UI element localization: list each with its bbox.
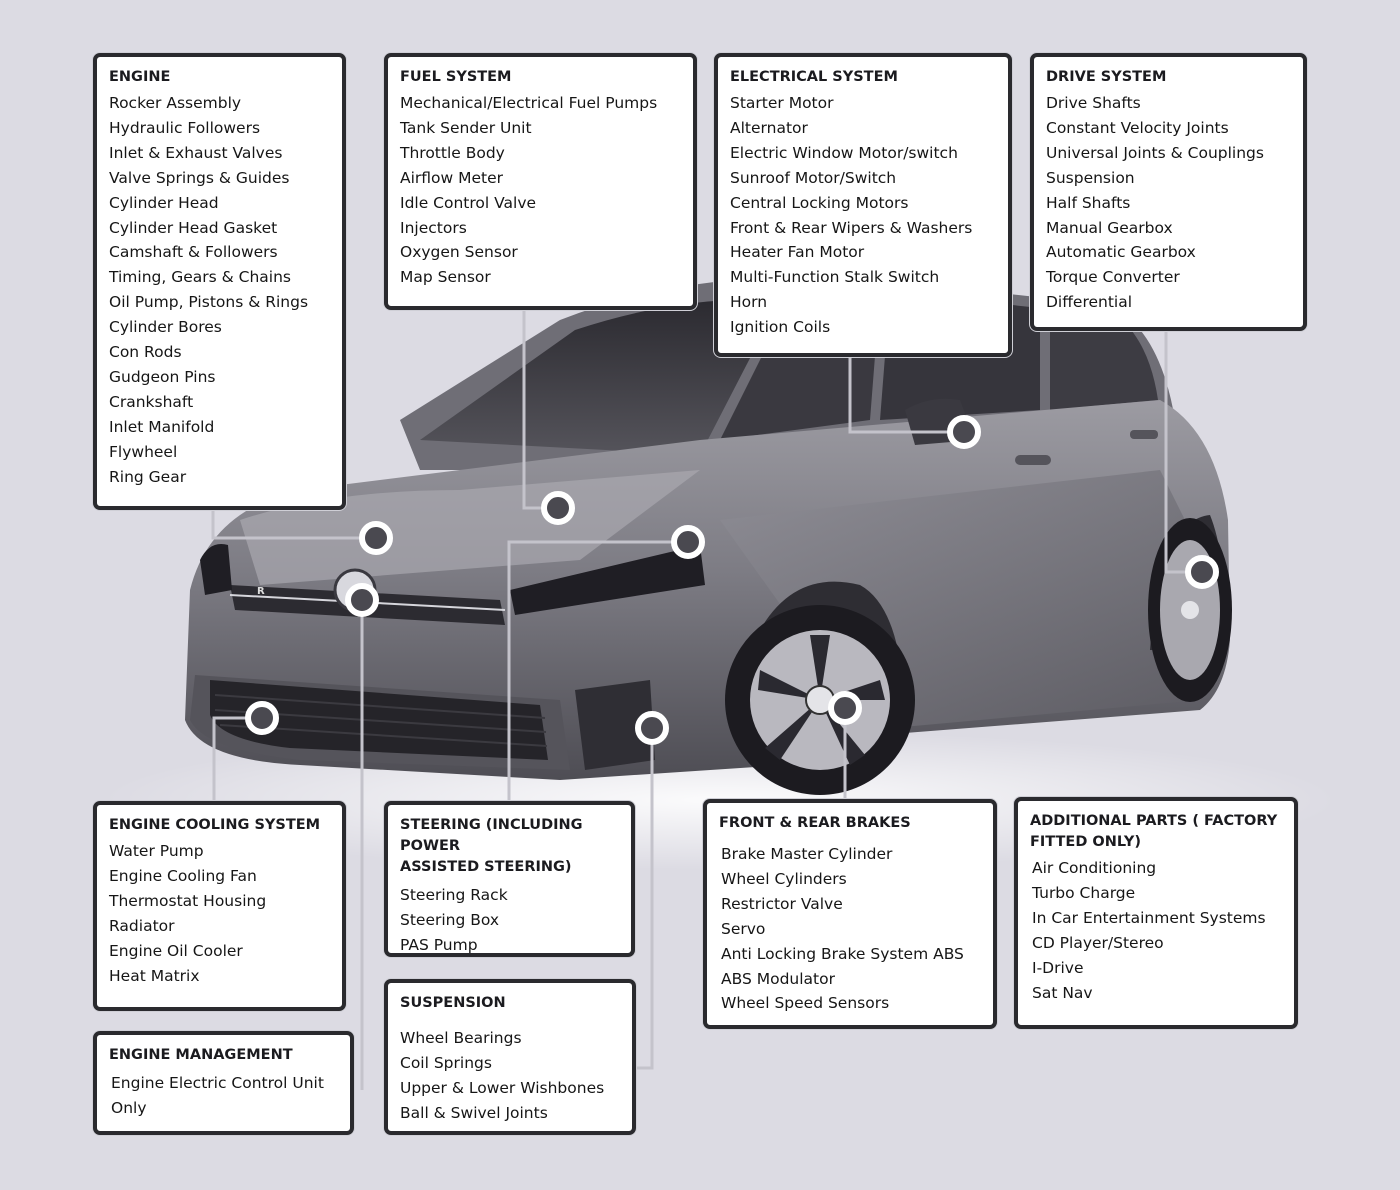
list-item: Flywheel [109, 442, 178, 461]
engine-management-list [109, 1071, 350, 1121]
list-item: In Car Entertainment Systems [1032, 908, 1266, 927]
fuel-system-title: FUEL SYSTEM [400, 69, 512, 85]
headlight-left [200, 544, 232, 595]
additional-parts-list [1030, 856, 1294, 1005]
list-item: Gudgeon Pins [109, 367, 216, 386]
steering-title-line1: STEERING (INCLUDING POWER [400, 817, 583, 854]
engine-management-box [93, 1031, 354, 1135]
list-item: Timing, Gears & Chains [109, 268, 292, 287]
engine-cooling-title: ENGINE COOLING SYSTEM [109, 817, 321, 833]
list-item: Thermostat Housing [109, 891, 267, 910]
additional-parts-title [1030, 811, 1294, 853]
list-item: CD Player/Stereo [1032, 933, 1164, 952]
list-item: Suspension [1046, 168, 1135, 187]
door-handle-rear [1130, 430, 1158, 439]
suspension-box [384, 979, 636, 1135]
list-item: PAS Pump [400, 935, 478, 954]
list-item: Ignition Coils [730, 318, 831, 337]
list-item: Steering Box [400, 910, 500, 929]
additional-parts-title-line1: ADDITIONAL PARTS ( FACTORY [1030, 813, 1278, 829]
list-item: Servo [721, 919, 766, 938]
list-item: Engine Electric Control Unit [111, 1074, 324, 1092]
list-item: Heater Fan Motor [730, 243, 865, 262]
list-item: Upper & Lower Wishbones [400, 1078, 605, 1097]
list-item: Half Shafts [1046, 193, 1131, 212]
electrical-system-title: ELECTRICAL SYSTEM [730, 69, 898, 85]
list-item: Mechanical/Electrical Fuel Pumps [400, 94, 658, 112]
list-item: Coil Springs [400, 1053, 492, 1072]
electrical-system-list [730, 91, 1008, 340]
steering-title-line2: ASSISTED STEERING) [400, 859, 572, 875]
list-item: Brake Master Cylinder [721, 845, 893, 863]
list-item: Universal Joints & Couplings [1046, 143, 1264, 162]
suspension-list [400, 1026, 632, 1126]
list-item: Injectors [400, 218, 467, 237]
fuel-system-box [384, 53, 697, 310]
list-item: Ring Gear [109, 467, 187, 486]
list-item: Camshaft & Followers [109, 243, 278, 262]
list-item: Inlet Manifold [109, 417, 215, 436]
engine-box [93, 53, 346, 510]
brakes-box [703, 799, 997, 1029]
badge-letter: R [257, 586, 265, 597]
steering-title [400, 815, 631, 878]
list-item: Wheel Bearings [400, 1029, 522, 1047]
engine-list [109, 91, 342, 490]
fuel-system-list [400, 91, 693, 290]
list-item: Horn [730, 293, 768, 312]
list-item: Hydraulic Followers [109, 118, 261, 137]
rear-wheel-hub [1181, 601, 1199, 619]
list-item: Oil Pump, Pistons & Rings [109, 293, 309, 312]
list-item: Cylinder Head Gasket [109, 218, 278, 237]
list-item: Oxygen Sensor [400, 243, 518, 262]
engine-title: ENGINE [109, 69, 171, 85]
list-item: Map Sensor [400, 268, 491, 287]
list-item: Central Locking Motors [730, 193, 909, 212]
engine-cooling-list [109, 839, 342, 988]
list-item: Idle Control Valve [400, 193, 537, 212]
engine-management-title: ENGINE MANAGEMENT [109, 1047, 293, 1063]
list-item: Restrictor Valve [721, 894, 843, 913]
list-item: Throttle Body [400, 143, 505, 162]
drive-system-title: DRIVE SYSTEM [1046, 69, 1167, 85]
list-item: Airflow Meter [400, 168, 504, 187]
list-item: Air Conditioning [1032, 859, 1157, 877]
additional-parts-box [1014, 797, 1298, 1029]
list-item: Water Pump [109, 842, 204, 860]
list-item: Differential [1046, 293, 1133, 312]
list-item: Rocker Assembly [109, 94, 242, 112]
list-item: Wheel Speed Sensors [721, 994, 890, 1013]
list-item: Steering Rack [400, 886, 508, 904]
list-item: Starter Motor [730, 94, 834, 112]
brakes-title: FRONT & REAR BRAKES [719, 815, 911, 831]
list-item: Tank Sender Unit [400, 118, 532, 137]
drive-system-list [1046, 91, 1303, 315]
list-item: Only [111, 1098, 147, 1117]
suspension-title: SUSPENSION [400, 995, 506, 1011]
list-item: Multi-Function Stalk Switch [730, 268, 940, 287]
list-item: I-Drive [1032, 958, 1084, 977]
list-item: Alternator [730, 118, 808, 137]
steering-list [400, 883, 631, 958]
list-item: Inlet & Exhaust Valves [109, 143, 283, 162]
list-item: Cylinder Bores [109, 318, 222, 337]
list-item: Electric Window Motor/switch [730, 143, 958, 162]
list-item: Radiator [109, 916, 175, 935]
list-item: Sunroof Motor/Switch [730, 168, 897, 187]
list-item: Engine Oil Cooler [109, 941, 243, 960]
list-item: Sat Nav [1032, 983, 1093, 1002]
additional-parts-title-line2: FITTED ONLY) [1030, 834, 1141, 850]
list-item: Heat Matrix [109, 966, 200, 985]
list-item: Con Rods [109, 343, 182, 362]
list-item: Cylinder Head [109, 193, 219, 212]
list-item: Drive Shafts [1046, 94, 1141, 112]
engine-cooling-box [93, 801, 346, 1011]
list-item: Wheel Cylinders [721, 869, 847, 888]
list-item: Crankshaft [109, 392, 194, 411]
list-item: Turbo Charge [1032, 883, 1136, 902]
door-handle-front [1015, 455, 1051, 465]
list-item: Constant Velocity Joints [1046, 118, 1229, 137]
list-item: Engine Cooling Fan [109, 866, 257, 885]
list-item: Front & Rear Wipers & Washers [730, 218, 973, 237]
list-item: Manual Gearbox [1046, 218, 1173, 237]
brakes-list [719, 842, 993, 1016]
electrical-system-box [714, 53, 1012, 357]
list-item: Torque Converter [1046, 268, 1180, 287]
list-item: Ball & Swivel Joints [400, 1103, 548, 1122]
drive-system-box [1030, 53, 1307, 331]
list-item: Valve Springs & Guides [109, 168, 290, 187]
list-item: Anti Locking Brake System ABS [721, 944, 964, 963]
list-item: Automatic Gearbox [1046, 243, 1196, 262]
list-item: ABS Modulator [721, 969, 835, 988]
steering-box [384, 801, 635, 957]
